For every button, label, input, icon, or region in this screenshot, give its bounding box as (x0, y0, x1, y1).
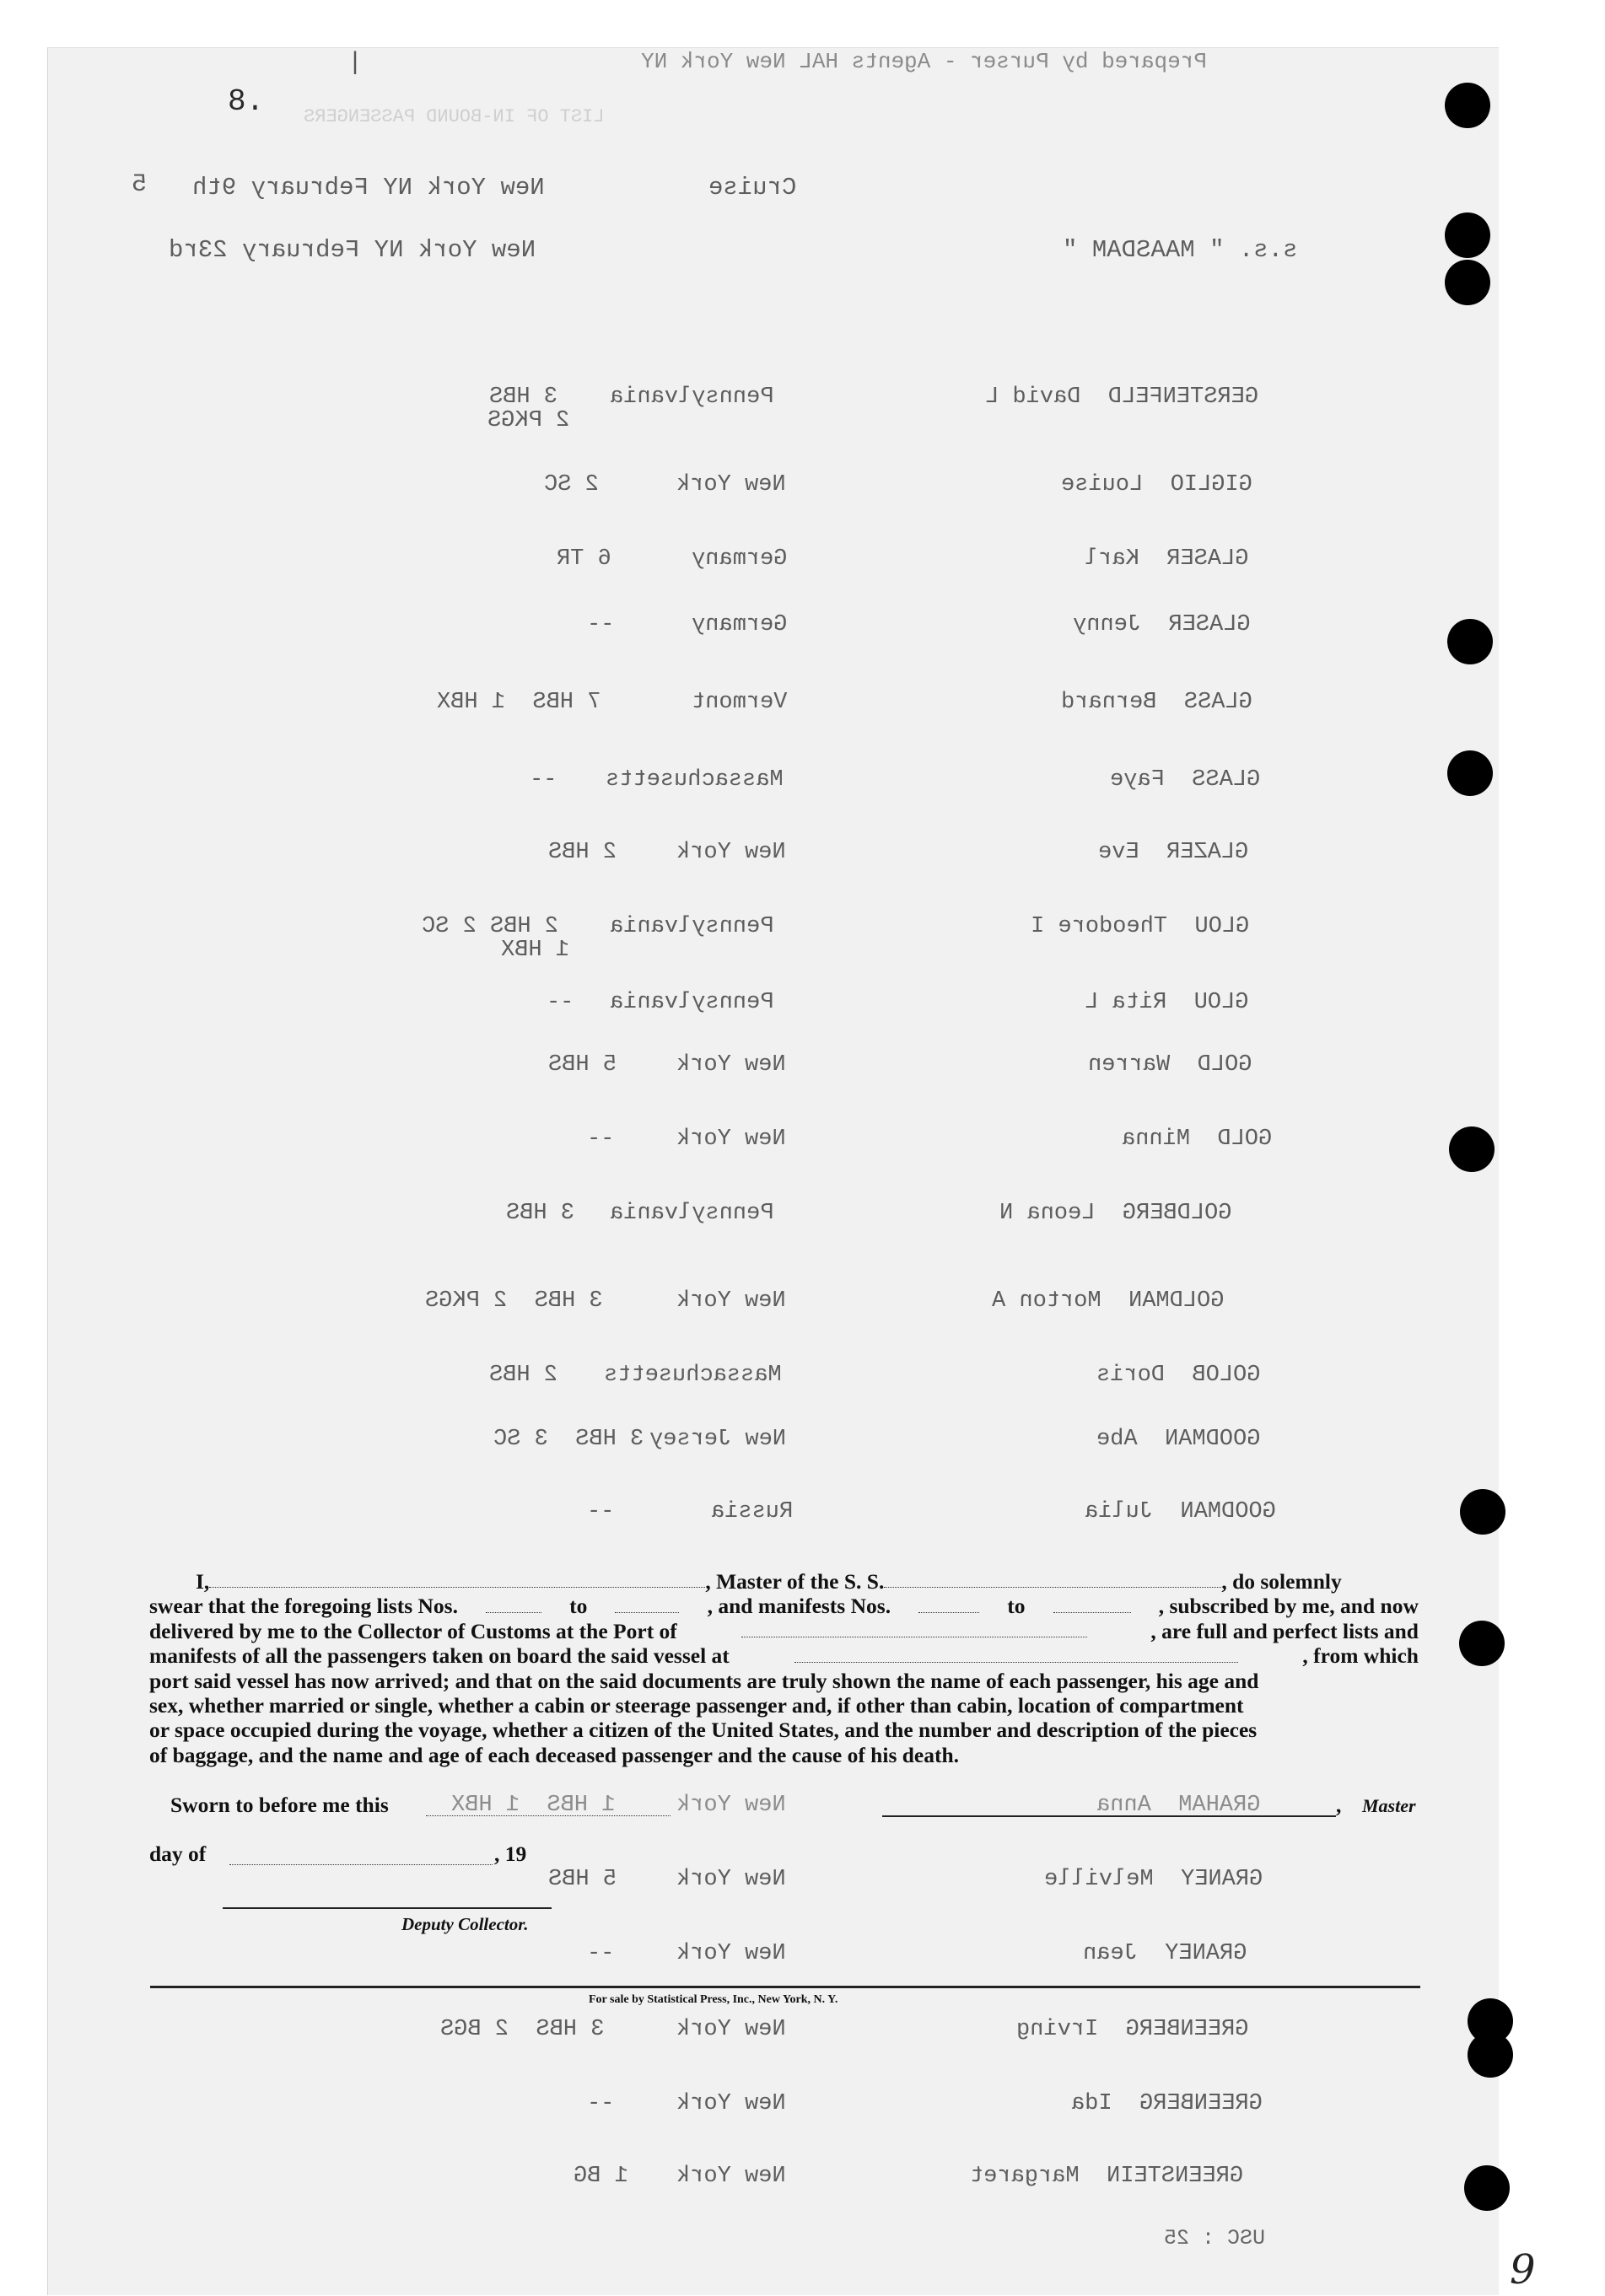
passenger-baggage: -- (587, 1126, 615, 1152)
list-no-blank (486, 1612, 541, 1613)
passenger-name: GLOU Rita L (1085, 990, 1249, 1015)
purser-note: Prepared by Purser - Agents HAL New York NY (641, 49, 1207, 74)
handwritten-page-number: 9 (1510, 2246, 1536, 2293)
passenger-baggage: 2 HBS (489, 1363, 558, 1388)
passenger-residence: Pennsylvania (610, 1201, 774, 1226)
passenger-residence: Massachusetts (604, 1363, 782, 1388)
oath-paragraph (149, 1569, 1419, 1767)
punch-hole (1447, 750, 1493, 796)
passenger-baggage: 3 HBS (489, 384, 558, 410)
passenger-name: GERSTENFELD David L (985, 384, 1259, 410)
oath-line: sex, whether married or single, whether a cabin or steerage passenger and, if other than cabin, location of compartment (149, 1692, 1244, 1718)
list-no-blank (615, 1612, 679, 1613)
passenger-baggage: -- (587, 1941, 615, 1966)
passenger-name: GLASS Faye (1110, 767, 1261, 793)
passenger-residence: Russia (711, 1499, 794, 1524)
passenger-residence: New York (676, 2017, 786, 2042)
passenger-name: GREENSTEIN Margaret (970, 2164, 1244, 2189)
passenger-baggage: 3 HBS 2 BGS (440, 2017, 605, 2042)
passenger-baggage: 3 HBS (506, 1201, 575, 1226)
passenger-baggage: 2 HBS 2 SC (422, 914, 559, 939)
passenger-baggage: 2 HBS (548, 840, 617, 865)
passenger-residence: Pennsylvania (610, 990, 774, 1015)
oath-text: , Master of the S. S. (705, 1569, 885, 1594)
master-name-blank (209, 1587, 705, 1588)
master-signature-line (882, 1815, 1336, 1817)
passenger-name: GOLDBERG Leona N (999, 1201, 1232, 1226)
oath-line: port said vessel has now arrived; and that on the said documents are truly shown the name of each passenger, his age and (149, 1668, 1259, 1693)
passenger-residence: New York (676, 1867, 786, 1892)
passenger-name: GLOU Theodore I (1031, 914, 1250, 939)
passenger-baggage: -- (547, 990, 574, 1015)
sworn-label: Sworn to before me this (170, 1793, 389, 1817)
passenger-residence: Germany (692, 612, 788, 637)
punch-hole (1449, 1126, 1495, 1172)
passenger-name: GOLDMAN Morton A (992, 1288, 1225, 1314)
manifest-no-blank (918, 1612, 979, 1613)
passenger-baggage: 7 HBS 1 HBX (437, 690, 601, 715)
oath-text: , subscribed by me, and now (1158, 1594, 1419, 1619)
passenger-baggage-extra: 2 PKGS (487, 408, 570, 433)
top-left-mark: | (347, 49, 364, 78)
passenger-residence: New York (676, 840, 786, 865)
oath-text: , are full and perfect lists and (1150, 1618, 1419, 1643)
passenger-baggage: 6 TR (557, 546, 611, 572)
passenger-residence: Pennsylvania (610, 914, 774, 939)
oath-line (149, 1594, 1419, 1618)
sworn-date-blank (426, 1815, 671, 1816)
ship-blank (884, 1587, 1221, 1588)
oath-text: to (1007, 1594, 1026, 1619)
passenger-baggage: 3 HBS 2 PKGS (425, 1288, 603, 1314)
passenger-baggage: -- (530, 767, 557, 793)
oath-text: , and manifests Nos. (707, 1594, 891, 1619)
passenger-residence: New York (676, 2091, 786, 2116)
oath-text: delivered by me to the Collector of Customs at the Port of (149, 1618, 677, 1643)
passenger-name: GOODMAN Julia (1085, 1499, 1276, 1524)
page-number-mark: 8. (228, 84, 265, 119)
passenger-residence: New York (676, 1288, 786, 1314)
oath-line: or space occupied during the voyage, whether a citizen of the United States, and the number and description of the pieces (149, 1718, 1258, 1743)
faint-header-bleed: LIST OF IN-BOUND PASSENGERS (304, 106, 605, 127)
oath-line: of baggage, and the name and age of each deceased passenger and the cause of his death. (149, 1742, 960, 1767)
return-route: New York NY February 23rd (169, 236, 536, 264)
cruise-route: New York NY February 9th (192, 174, 545, 202)
passenger-name: GIGLIO Louise (1061, 472, 1252, 497)
passenger-residence: New Jersey (649, 1427, 787, 1452)
passenger-name: GOLOB Doris (1096, 1363, 1261, 1388)
departure-port-blank (794, 1662, 1238, 1663)
passenger-baggage: -- (587, 2091, 615, 2116)
ship-name: s.s. " MAASDAM " (1063, 236, 1298, 264)
passenger-residence: New York (676, 2164, 786, 2189)
bottom-form-mark: USC : 25 (1164, 2226, 1266, 2250)
punch-hole (1445, 83, 1490, 128)
manifest-no-blank (1053, 1612, 1131, 1613)
cruise-label: Cruise (708, 174, 797, 202)
passenger-baggage: 3 HBS 3 SC (493, 1427, 644, 1452)
punch-hole (1445, 260, 1490, 305)
passenger-baggage: 5 HBS (548, 1052, 617, 1078)
passenger-baggage: 2 SC (544, 472, 599, 497)
punch-hole (1459, 1621, 1505, 1666)
punch-hole (1460, 1489, 1505, 1535)
publisher-imprint: For sale by Statistical Press, Inc., New York, N. Y. (589, 1993, 838, 2006)
punch-hole (1464, 2165, 1510, 2211)
passenger-name: GLASER Jenny (1073, 612, 1251, 637)
passenger-name: GREENBERG Ida (1071, 2091, 1263, 2116)
passenger-residence: New York (676, 1126, 786, 1152)
year-label: , 19 (494, 1842, 527, 1866)
passenger-residence: New York (676, 1052, 786, 1078)
master-label: Master (1362, 1795, 1416, 1816)
passenger-name: GOLD Minna (1122, 1126, 1273, 1152)
passenger-residence: New York (676, 1941, 786, 1966)
punch-hole (1468, 2032, 1513, 2078)
passenger-name: GRAHAM Anna (1096, 1793, 1261, 1818)
passenger-residence: Vermont (692, 690, 788, 715)
deputy-collector-label: Deputy Collector. (401, 1914, 529, 1934)
passenger-name: GREENBERG Irving (1016, 2017, 1249, 2042)
passenger-residence: Germany (692, 546, 788, 572)
master-comma: , (1336, 1793, 1342, 1817)
oath-text: , from which (1302, 1643, 1419, 1669)
passenger-baggage: 5 HBS (548, 1867, 617, 1892)
oath-line (149, 1619, 1419, 1643)
passenger-name: GRANEY Melville (1044, 1867, 1263, 1892)
oath-line (149, 1569, 1419, 1594)
oath-text: manifests of all the passengers taken on board the said vessel at (149, 1643, 730, 1669)
footer-rule (150, 1986, 1420, 1988)
day-of-label: day of (149, 1842, 207, 1866)
day-of-blank (229, 1864, 493, 1865)
passenger-residence: New York (676, 1793, 786, 1818)
passenger-baggage-extra: 1 HBX (501, 938, 570, 963)
passenger-baggage: -- (587, 612, 615, 637)
oath-line (149, 1643, 1419, 1668)
passenger-residence: New York (676, 472, 786, 497)
punch-hole (1445, 212, 1490, 258)
passenger-name: GLASER Karl (1085, 546, 1249, 572)
oath-text: , do solemnly (1221, 1569, 1342, 1594)
passenger-residence: Massachusetts (606, 767, 784, 793)
oath-text: I, (196, 1569, 210, 1594)
passenger-residence: Pennsylvania (610, 384, 774, 410)
deputy-signature-line (223, 1907, 552, 1909)
margin-number: 5 (132, 170, 148, 199)
oath-text: to (569, 1594, 588, 1619)
passenger-name: GOLD Warren (1088, 1052, 1252, 1078)
passenger-baggage: 1 HBS 1 HBX (451, 1793, 616, 1818)
oath-text: swear that the foregoing lists Nos. (149, 1594, 458, 1619)
passenger-name: GLAZER Eve (1098, 840, 1249, 865)
passenger-baggage: -- (587, 1499, 615, 1524)
passenger-baggage: 1 BG (574, 2164, 628, 2189)
passenger-name: GOODMAN Abe (1096, 1427, 1261, 1452)
punch-hole (1447, 619, 1493, 664)
passenger-name: GRANEY Jean (1083, 1941, 1247, 1966)
passenger-name: GLASS Bernard (1061, 690, 1252, 715)
